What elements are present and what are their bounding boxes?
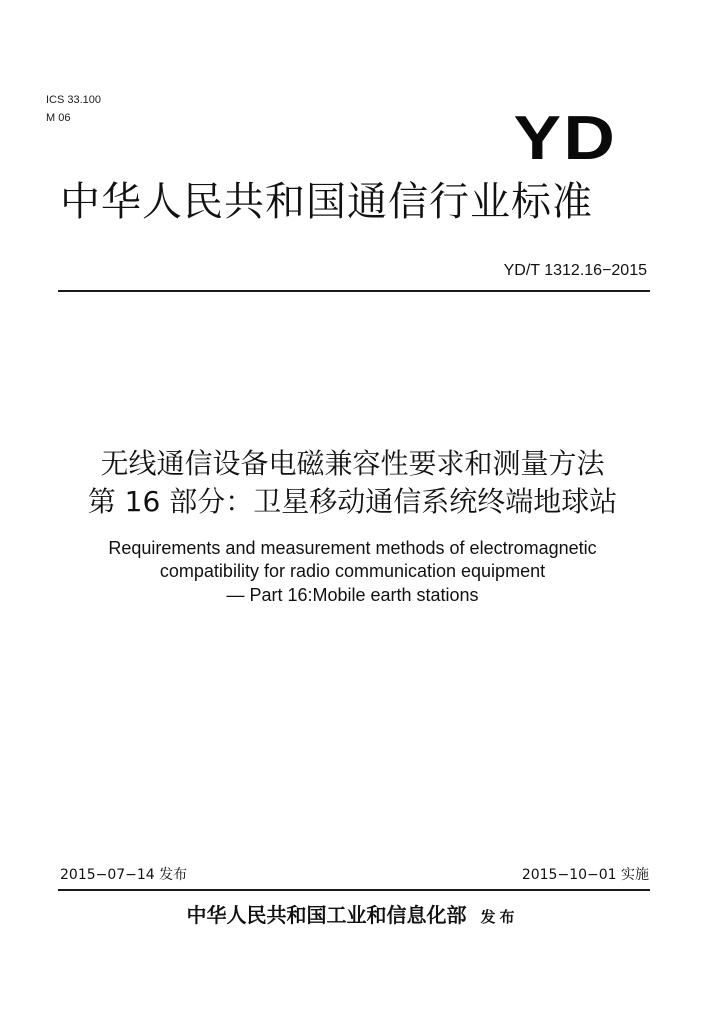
standard-title: 中华人民共和国通信行业标准	[60, 179, 593, 225]
publisher-name: 中华人民共和国工业和信息化部	[186, 903, 467, 927]
english-title-line-2: compatibility for radio communication equipment	[159, 561, 546, 581]
chinese-title-line-1: 无线通信设备电磁兼容性要求和测量方法	[100, 447, 605, 480]
bottom-divider	[58, 889, 650, 891]
english-title-line-1: Requirements and measurement methods of electromagnetic	[108, 538, 597, 558]
english-title-line-3: — Part 16:Mobile earth stations	[226, 585, 479, 605]
ccs-code: M 06	[46, 112, 71, 124]
publisher-suffix: 发布	[480, 908, 519, 926]
issue-date: 2015−07−14 发布	[60, 867, 188, 883]
chinese-title-line-2: 第 16 部分：卫星移动通信系统终端地球站	[87, 485, 618, 518]
yd-logo: YD	[513, 104, 617, 173]
implementation-date: 2015−10−01 实施	[521, 867, 649, 883]
standard-number: YD/T 1312.16−2015	[503, 262, 647, 279]
top-divider	[58, 290, 650, 292]
ics-code: ICS 33.100	[46, 94, 102, 106]
publisher	[0, 902, 705, 930]
